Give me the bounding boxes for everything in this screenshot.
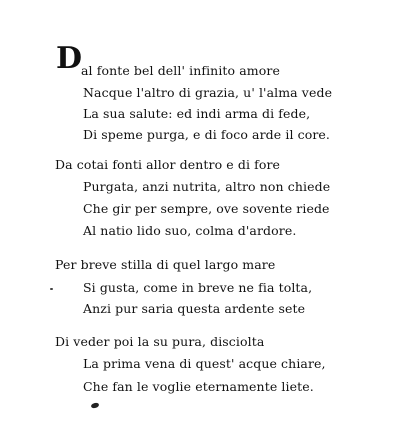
poem-line: Per breve stilla di quel largo mare bbox=[55, 257, 276, 272]
ink-blot bbox=[90, 402, 99, 409]
poem-line: La prima vena di quest' acque chiare, bbox=[83, 356, 326, 371]
poem-line: Da cotai fonti allor dentro e di fore bbox=[55, 157, 281, 172]
poem-line: Al natio lido suo, colma d'ardore. bbox=[83, 223, 297, 238]
drop-cap: D bbox=[56, 41, 83, 76]
poem-line: Che gir per sempre, ove sovente riede bbox=[83, 201, 330, 216]
poem-line: Che fan le voglie eternamente liete. bbox=[83, 379, 314, 394]
poem-line: Anzi pur saria questa ardente sete bbox=[83, 301, 306, 316]
poem-line: Purgata, anzi nutrita, altro non chiede bbox=[83, 179, 331, 194]
poem-line: Di veder poi la su pura, disciolta bbox=[55, 334, 265, 349]
poem-line: Di speme purga, e di foco arde il core. bbox=[83, 127, 330, 142]
poem-line: al fonte bel dell' infinito amore bbox=[81, 63, 280, 78]
poem-line: Nacque l'altro di grazia, u' l'alma vede bbox=[83, 85, 333, 100]
ink-speck bbox=[50, 288, 53, 290]
poem-line: La sua salute: ed indi arma di fede, bbox=[83, 106, 311, 121]
poem-line: Si gusta, come in breve ne fia tolta, bbox=[83, 280, 313, 295]
